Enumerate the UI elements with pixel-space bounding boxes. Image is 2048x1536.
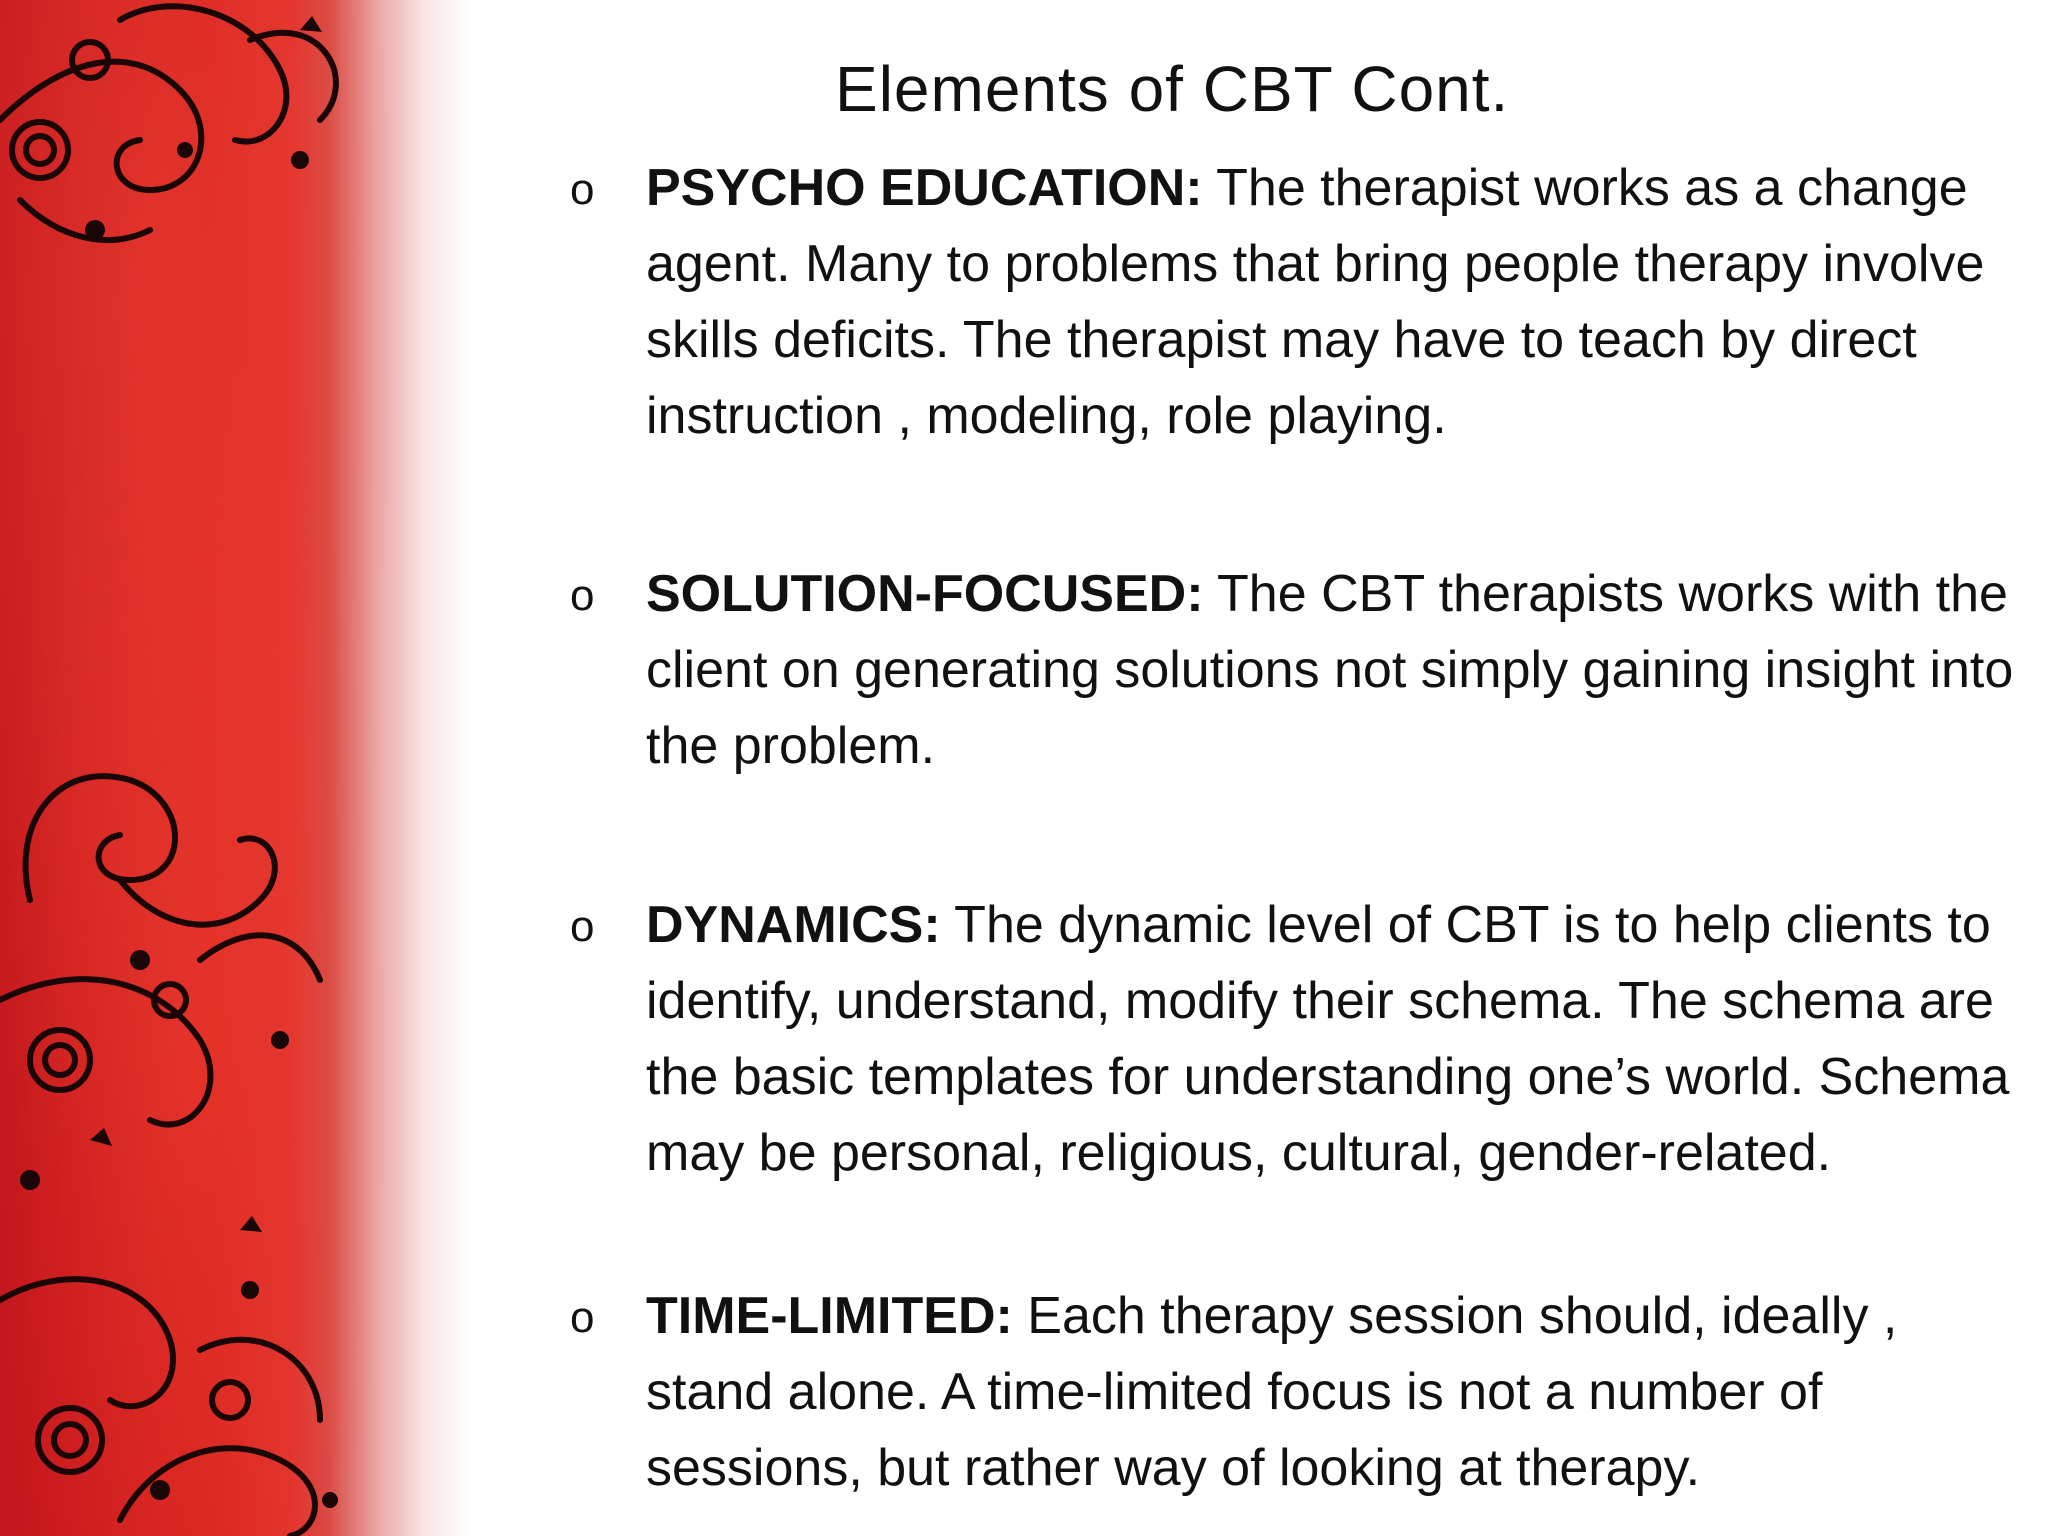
- bullet-marker-icon: o: [570, 1293, 595, 1342]
- bullet-body: The CBT therapists works with the client on generating solutions not simply gaining insight into the problem.: [646, 565, 2014, 775]
- bullet-body: The therapist works as a change agent. Many to problems that bring people therapy involve skills deficits. The therapist may have to teach by direct instruction , modeling, role playing.: [646, 159, 1985, 445]
- bullet-text: [646, 887, 2036, 1191]
- bullet-term: TIME-LIMITED:: [646, 1287, 1013, 1345]
- bullet-marker-icon: o: [570, 165, 595, 214]
- bullet-text: [646, 150, 2036, 454]
- bullet-term: DYNAMICS:: [646, 896, 941, 954]
- bullet-body: The dynamic level of CBT is to help clients to identify, understand, modify their schema. The schema are the basic templates for understanding one’s world. Schema may be personal, religious, cultural, gender-related.: [646, 896, 2010, 1182]
- floral-ornament-icon: [0, 0, 470, 1536]
- bullet-marker-icon: o: [570, 571, 595, 620]
- bullet-marker-icon: o: [570, 902, 595, 951]
- bullet-text: [646, 1278, 2036, 1506]
- bullet-term: PSYCHO EDUCATION:: [646, 159, 1203, 217]
- slide-title: [620, 52, 1780, 126]
- bullet-term: SOLUTION-FOCUSED:: [646, 565, 1204, 623]
- bullet-body: Each therapy session should, ideally , stand alone. A time-limited focus is not a number of sessions, but rather way of looking at therapy.: [646, 1287, 1898, 1497]
- slide-title-text: Elements of CBT Cont.: [835, 53, 1510, 125]
- bullet-text: [646, 556, 2036, 784]
- decorative-side-panel: [0, 0, 470, 1536]
